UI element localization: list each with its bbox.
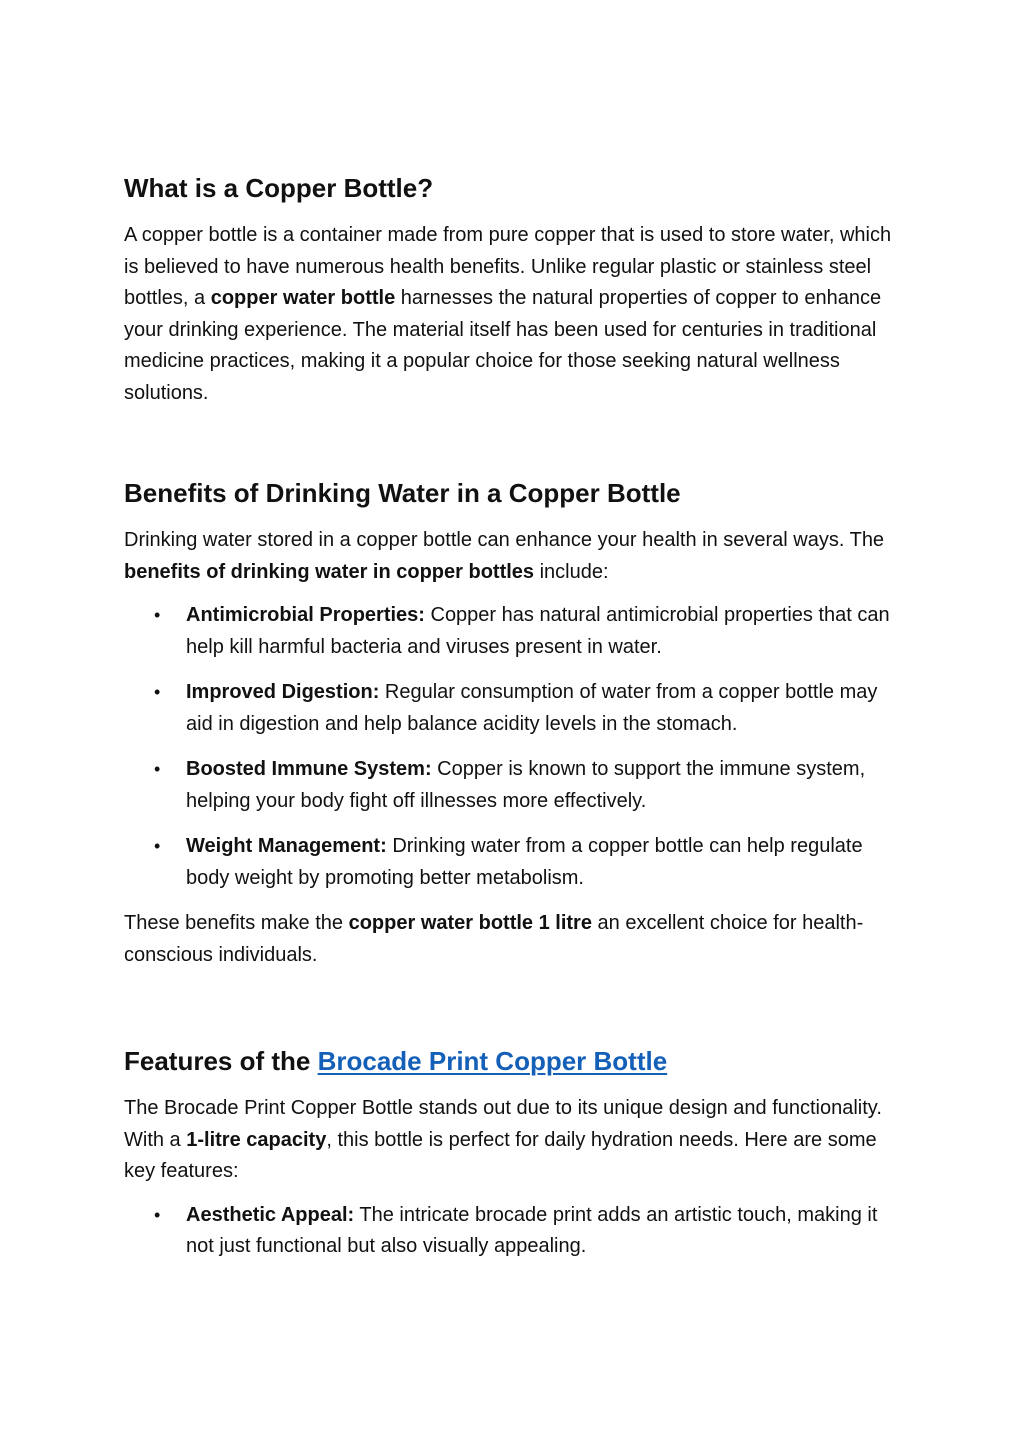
list-item	[124, 831, 904, 894]
text-run: an excellent choice for health-conscious individuals.	[124, 912, 864, 966]
heading-prefix: Features of the	[124, 1046, 318, 1076]
bold-text: copper water bottle 1 litre	[348, 912, 592, 934]
item-label: Weight Management:	[186, 835, 387, 857]
features-list	[124, 1200, 904, 1263]
list-item	[124, 1200, 904, 1263]
list-item	[124, 677, 904, 740]
text-run: The Brocade Print Copper Bottle stands out due to its unique design and functionality. With a	[124, 1097, 882, 1151]
item-text: The intricate brocade print adds an artistic touch, making it not just functional but also visually appealing.	[186, 1203, 878, 1257]
section-heading	[124, 1043, 904, 1079]
brocade-bottle-link[interactable]: Brocade Print Copper Bottle	[317, 1046, 668, 1076]
document-page	[124, 170, 904, 1277]
text-run: A copper bottle is a container made from pure copper that is used to store water, which is believed to have numerous health benefits. Unlike regular plastic or stainless steel bottles, a	[124, 224, 892, 309]
section-what-is-copper-bottle	[124, 170, 904, 409]
bullet-icon: •	[154, 836, 161, 856]
text-run: Drinking water stored in a copper bottle can enhance your health in several ways. The	[124, 529, 885, 551]
section-heading: Benefits of Drinking Water in a Copper Bottle	[124, 478, 681, 508]
bold-text: 1-litre capacity	[186, 1128, 327, 1151]
paragraph	[124, 220, 904, 409]
bullet-icon: •	[154, 759, 161, 779]
bullet-icon: •	[154, 605, 161, 625]
list-item	[124, 600, 904, 663]
bullet-icon: •	[154, 682, 161, 702]
benefits-list	[124, 600, 904, 894]
list-item	[124, 754, 904, 817]
text-run: , this bottle is perfect for daily hydration needs. Here are some key features:	[124, 1128, 877, 1182]
text-run: harnesses the natural properties of copper to enhance your drinking experience. The material itself has been used for centuries in traditional medicine practices, making it a popular choice for those seeking natural wellness solutions.	[124, 287, 882, 404]
text-run: These benefits make the	[124, 912, 349, 934]
item-label: Aesthetic Appeal:	[186, 1203, 355, 1226]
text-run: include:	[534, 560, 609, 583]
paragraph	[124, 525, 904, 588]
item-label: Boosted Immune System:	[186, 758, 432, 780]
section-benefits	[124, 475, 904, 971]
item-text: Regular consumption of water from a copper bottle may aid in digestion and help balance acidity levels in the stomach.	[186, 681, 878, 735]
item-text: Copper has natural antimicrobial properties that can help kill harmful bacteria and viruses present in water.	[186, 604, 890, 658]
paragraph	[124, 1093, 904, 1188]
bold-text: benefits of drinking water in copper bottles	[124, 560, 535, 583]
bold-text: copper water bottle	[210, 287, 396, 309]
paragraph	[124, 908, 904, 971]
section-features	[124, 1043, 904, 1263]
item-text: Drinking water from a copper bottle can help regulate body weight by promoting better metabolism.	[186, 835, 863, 889]
section-heading: What is a Copper Bottle?	[124, 173, 434, 203]
item-label: Improved Digestion:	[186, 681, 380, 703]
bullet-icon: •	[154, 1204, 161, 1225]
item-text: Copper is known to support the immune system, helping your body fight off illnesses more effectively.	[186, 758, 866, 812]
item-label: Antimicrobial Properties:	[186, 604, 425, 626]
